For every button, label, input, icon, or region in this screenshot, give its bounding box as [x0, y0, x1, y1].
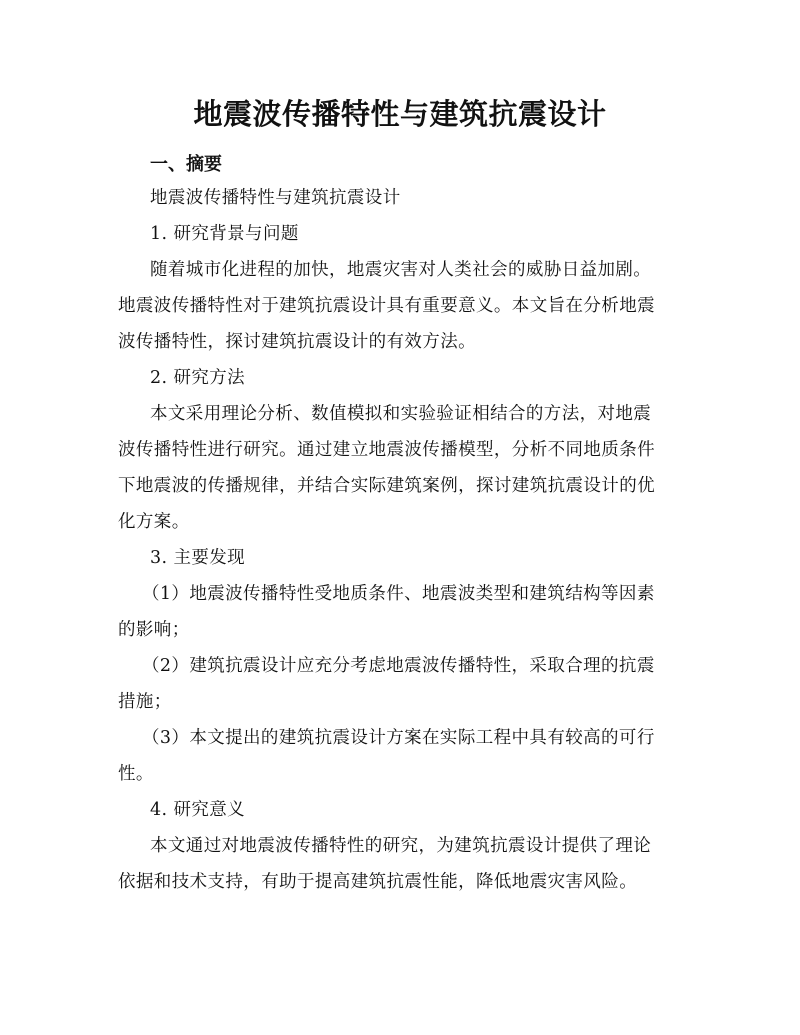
heading-research-method: 2. 研究方法	[150, 368, 246, 388]
paragraph-line: 化方案。	[118, 512, 190, 532]
finding-line: 措施；	[118, 692, 172, 712]
finding-line: 的影响；	[118, 620, 190, 640]
heading-main-findings: 3. 主要发现	[150, 548, 246, 568]
finding-line: （2）建筑抗震设计应充分考虑地震波传播特性，采取合理的抗震	[142, 656, 655, 676]
finding-line: 性。	[118, 764, 154, 784]
paragraph-line: 波传播特性，探讨建筑抗震设计的有效方法。	[118, 332, 476, 352]
heading-research-background: 1. 研究背景与问题	[150, 224, 299, 244]
heading-research-significance: 4. 研究意义	[150, 800, 246, 820]
section-heading-abstract: 一、摘要	[150, 154, 222, 175]
abstract-subtitle: 地震波传播特性与建筑抗震设计	[150, 188, 401, 208]
paragraph-line: 地震波传播特性对于建筑抗震设计具有重要意义。本文旨在分析地震	[118, 296, 655, 316]
document-title: 地震波传播特性与建筑抗震设计	[193, 97, 607, 131]
paragraph-line: 波传播特性进行研究。通过建立地震波传播模型，分析不同地质条件	[118, 440, 655, 460]
paragraph-line: 本文采用理论分析、数值模拟和实验验证相结合的方法，对地震	[150, 404, 652, 424]
paragraph-line: 依据和技术支持，有助于提高建筑抗震性能，降低地震灾害风险。	[118, 872, 638, 892]
paragraph-line: 随着城市化进程的加快，地震灾害对人类社会的威胁日益加剧。	[150, 260, 652, 280]
paragraph-line: 本文通过对地震波传播特性的研究，为建筑抗震设计提供了理论	[150, 836, 652, 856]
finding-line: （1）地震波传播特性受地质条件、地震波类型和建筑结构等因素	[142, 584, 655, 604]
paragraph-line: 下地震波的传播规律，并结合实际建筑案例，探讨建筑抗震设计的优	[118, 476, 655, 496]
finding-line: （3）本文提出的建筑抗震设计方案在实际工程中具有较高的可行	[142, 728, 655, 748]
